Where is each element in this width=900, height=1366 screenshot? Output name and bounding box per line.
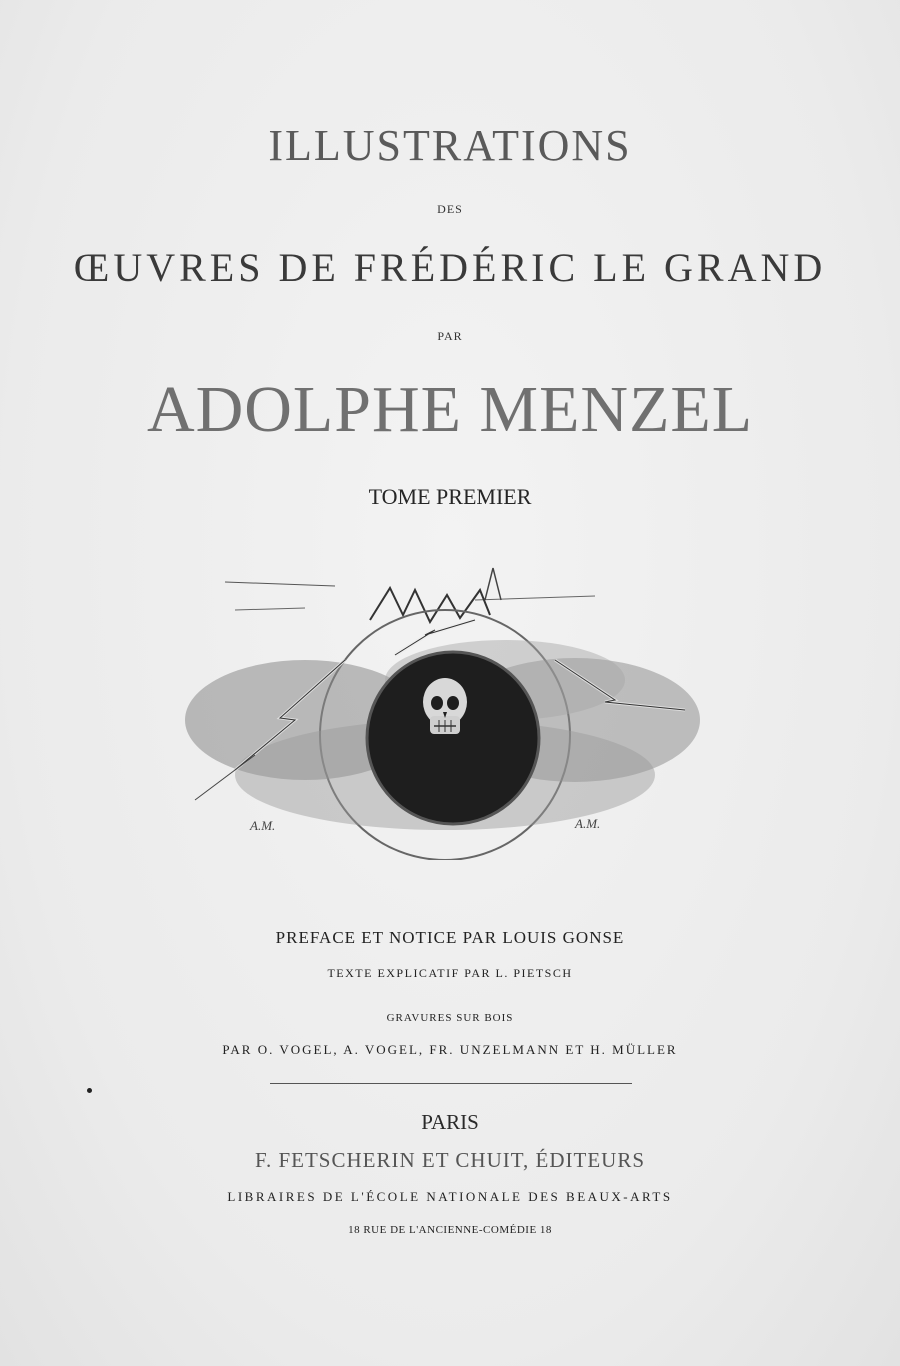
text-credit: TEXTE EXPLICATIF PAR L. PIETSCH [327, 966, 573, 980]
heading-par: PAR [437, 329, 463, 343]
author-name: ADOLPHE MENZEL [146, 373, 754, 446]
divider-rule [270, 1083, 632, 1084]
volume-label: TOME PREMIER [368, 484, 532, 509]
heading-des: DES [437, 202, 463, 216]
svg-text:A.M.: A.M. [250, 818, 276, 833]
imprint-address: 18 RUE DE L'ANCIENNE-COMÉDIE 18 [348, 1224, 552, 1236]
imprint-libraires: LIBRAIRES DE L'ÉCOLE NATIONALE DES BEAUX-ARTS [227, 1189, 673, 1204]
heading-illustrations: ILLUSTRATIONS [268, 121, 632, 170]
preface-credit: PREFACE ET NOTICE PAR LOUIS GONSE [275, 928, 625, 947]
heading-works: ŒUVRES DE FRÉDÉRIC LE GRAND [73, 245, 827, 290]
engravings-label: GRAVURES SUR BOIS [386, 1012, 514, 1024]
imprint-publisher: F. FETSCHERIN ET CHUIT, ÉDITEURS [254, 1148, 646, 1172]
skull-vignette-icon [175, 560, 715, 860]
imprint-city: PARIS [421, 1110, 479, 1134]
ink-speck [87, 1088, 92, 1093]
svg-text:A.M.: A.M. [575, 816, 601, 831]
engravers-credit: PAR O. VOGEL, A. VOGEL, FR. UNZELMANN ET H. MÜLLER [222, 1042, 678, 1057]
